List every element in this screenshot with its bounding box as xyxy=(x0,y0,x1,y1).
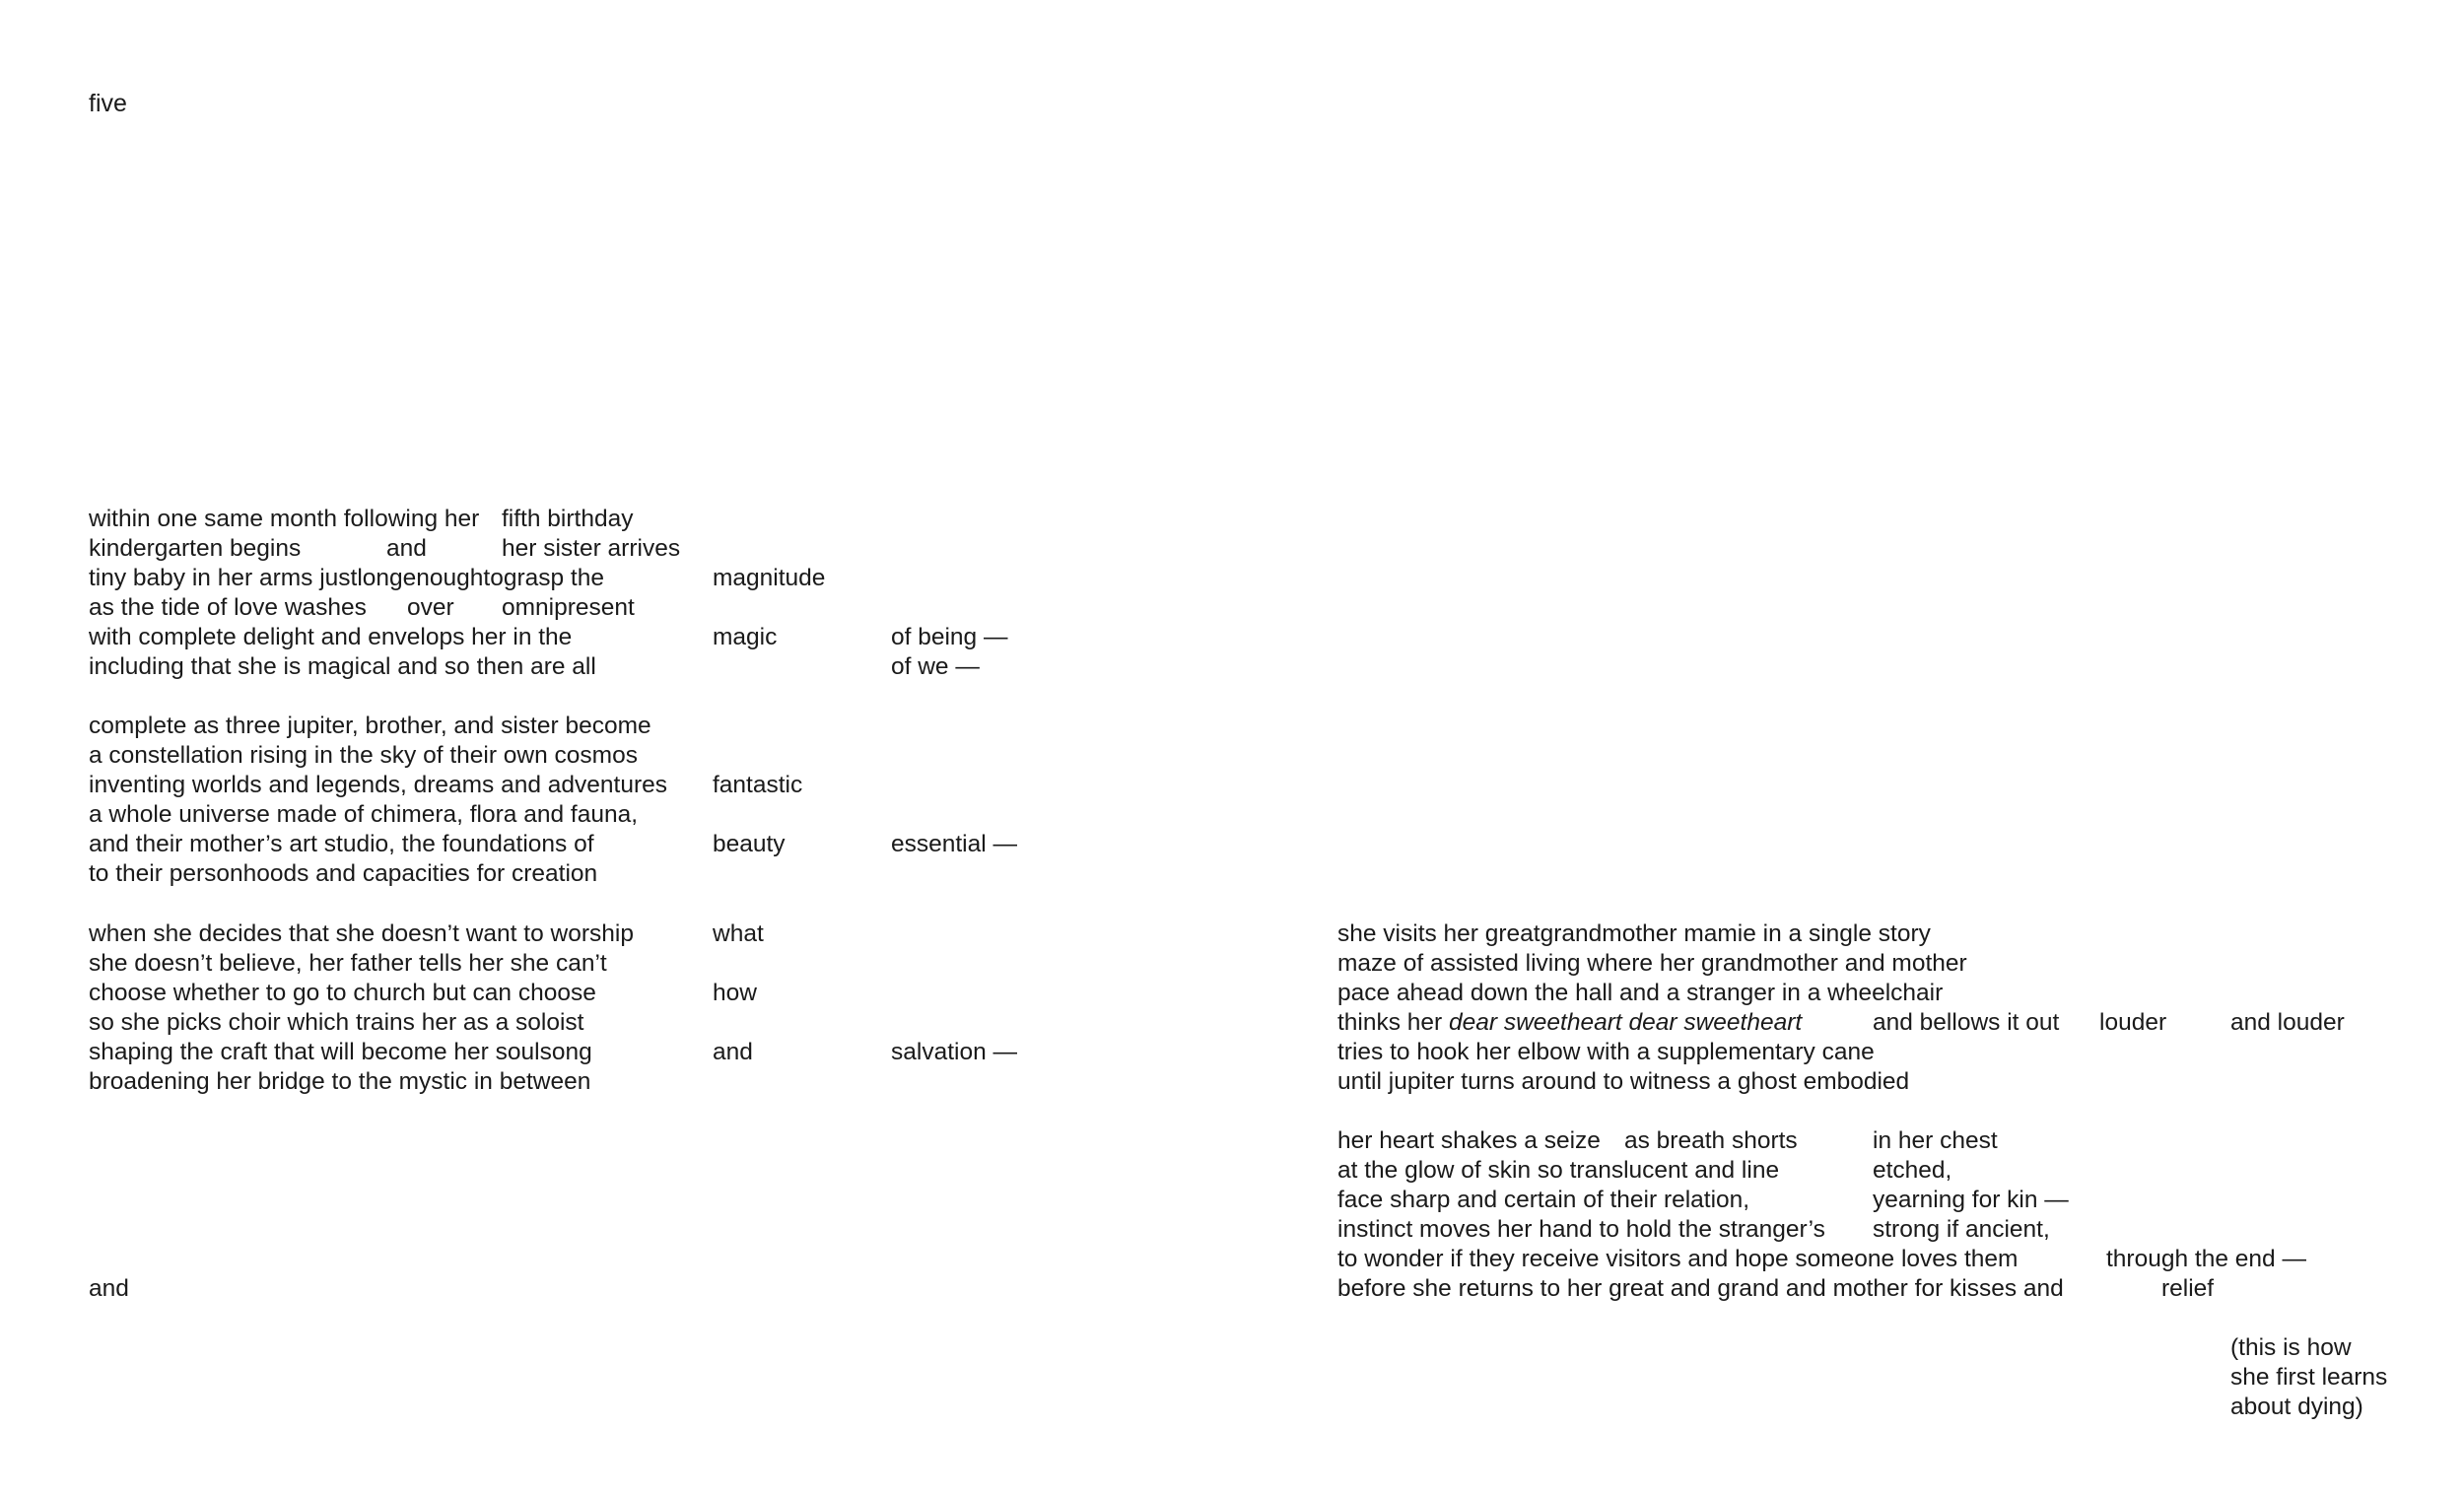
poem-line-fragment: in her chest xyxy=(1873,1127,1998,1154)
poem-line-fragment: and their mother’s art studio, the foundations of xyxy=(89,831,594,857)
poem-line-fragment: face sharp and certain of their relation, xyxy=(1337,1187,1750,1213)
poem-line-fragment: of we — xyxy=(891,653,980,680)
poem-line-fragment: and louder xyxy=(2230,1009,2345,1036)
poem-line-fragment: when she decides that she doesn’t want to worship xyxy=(89,920,634,947)
coda-line: she first learns xyxy=(2230,1364,2388,1391)
trailing-word: and xyxy=(89,1275,129,1302)
poem-line-fragment: before she returns to her great and grand and mother for kisses and xyxy=(1337,1275,2064,1302)
poem-line-fragment: to wonder if they receive visitors and hope someone loves them xyxy=(1337,1246,2019,1272)
poem-line-fragment: of being — xyxy=(891,624,1008,650)
poem-line-fragment: as breath shorts xyxy=(1624,1127,1798,1154)
poem-line-fragment: a constellation rising in the sky of their own cosmos xyxy=(89,742,638,769)
poem-line-fragment: within one same month following her xyxy=(89,506,480,532)
poem-line-fragment: louder xyxy=(2099,1009,2167,1036)
coda-line: about dying) xyxy=(2230,1394,2363,1420)
poem-line-fragment: with complete delight and envelops her in the xyxy=(89,624,573,650)
poem-line-fragment: maze of assisted living where her grandmother and mother xyxy=(1337,950,1967,977)
poem-line-fragment: over xyxy=(407,594,454,621)
poem-line-fragment: and bellows it out xyxy=(1873,1009,2060,1036)
poem-line-fragment: through the end — xyxy=(2106,1246,2306,1272)
poem-line-fragment: yearning for kin — xyxy=(1873,1187,2069,1213)
poem-line-fragment: fantastic xyxy=(713,772,803,798)
poem-line-fragment: magic xyxy=(713,624,778,650)
poem-line-fragment: choose whether to go to church but can choose xyxy=(89,980,596,1006)
poem-line-fragment: essential — xyxy=(891,831,1018,857)
poem-line-fragment: she doesn’t believe, her father tells her she can’t xyxy=(89,950,607,977)
poem-line-fragment: how xyxy=(713,980,757,1006)
poem-line-fragment: shaping the craft that will become her soulsong xyxy=(89,1039,592,1065)
poem-line-fragment: etched, xyxy=(1873,1157,1952,1184)
poem-line-fragment: her sister arrives xyxy=(502,535,681,562)
poem-line-fragment: so she picks choir which trains her as a soloist xyxy=(89,1009,584,1036)
poem-line-fragment: a whole universe made of chimera, flora and fauna, xyxy=(89,801,639,828)
poem-line-fragment: magnitude xyxy=(713,565,826,591)
poem-line-fragment: at the glow of skin so translucent and line xyxy=(1337,1157,1780,1184)
poem-line-fragment: strong if ancient, xyxy=(1873,1216,2050,1243)
poem-line-fragment: relief xyxy=(2161,1275,2215,1302)
poem-line-fragment: what xyxy=(713,920,764,947)
section-title: five xyxy=(89,90,127,117)
poem-line-fragment: tries to hook her elbow with a supplementary cane xyxy=(1337,1039,1875,1065)
poem-line-fragment: inventing worlds and legends, dreams and adventures xyxy=(89,772,668,798)
poem-line-fragment: and xyxy=(713,1039,753,1065)
poem-line-fragment: and xyxy=(386,535,427,562)
poem-line-fragment: pace ahead down the hall and a stranger in a wheelchair xyxy=(1337,980,1944,1006)
poem-line-fragment: beauty xyxy=(713,831,786,857)
poem-line-fragment: salvation — xyxy=(891,1039,1018,1065)
poem-line-fragment: broadening her bridge to the mystic in between xyxy=(89,1068,591,1095)
poem-line-fragment: thinks her xyxy=(1337,1009,1443,1036)
poem-line-fragment: tiny baby in her arms justlongenoughtograsp the xyxy=(89,565,604,591)
poem-line-fragment: until jupiter turns around to witness a ghost embodied xyxy=(1337,1068,1910,1095)
poem-line-fragment: fifth birthday xyxy=(502,506,634,532)
poem-line-fragment: complete as three jupiter, brother, and sister become xyxy=(89,713,651,739)
poem-line-fragment: she visits her greatgrandmother mamie in a single story xyxy=(1337,920,1931,947)
poem-line-fragment: instinct moves her hand to hold the stranger’s xyxy=(1337,1216,1825,1243)
poem-line-fragment: as the tide of love washes xyxy=(89,594,367,621)
poem-line-fragment: kindergarten begins xyxy=(89,535,302,562)
poem-line-fragment: to their personhoods and capacities for creation xyxy=(89,860,598,887)
coda-line: (this is how xyxy=(2230,1334,2352,1361)
poem-line-fragment: omnipresent xyxy=(502,594,635,621)
poem-line-fragment: including that she is magical and so then are all xyxy=(89,653,596,680)
poem-line-fragment: dear sweetheart dear sweetheart xyxy=(1449,1009,1803,1036)
poem-line-fragment: her heart shakes a seize xyxy=(1337,1127,1601,1154)
